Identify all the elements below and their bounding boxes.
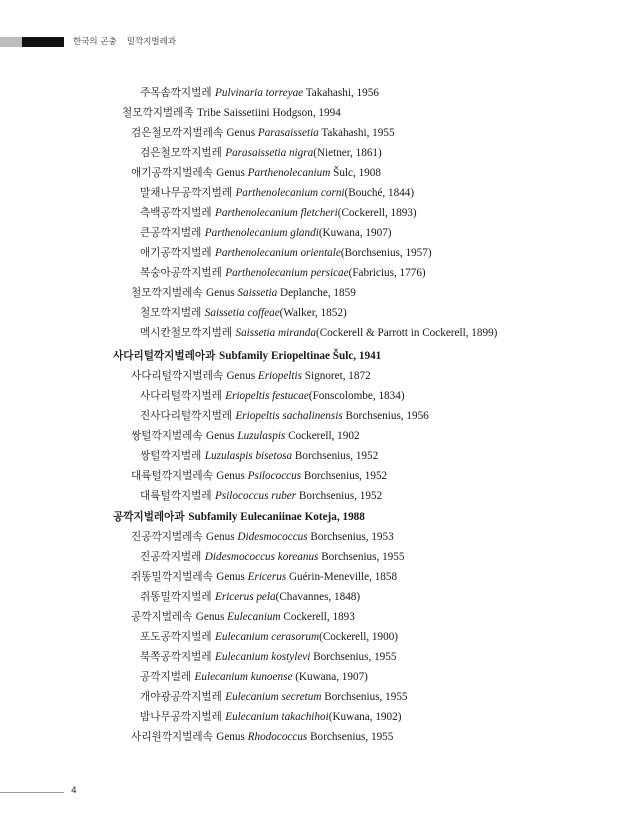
header-chapter-title: 밀깍지벌레과 <box>126 37 177 47</box>
taxon-line: 포도공깍지벌레 Eulecanium cerasorum(Cockerell, 1900) <box>140 631 399 643</box>
header-book-title: 한국의 곤충 <box>73 37 117 47</box>
taxon-line: 쥐똥밀깍지벌레속 Genus Ericerus Guérin-Meneville, 1858 <box>131 571 398 583</box>
taxon-line: 대륙털깍지벌레 Psilococcus ruber Borchsenius, 1952 <box>140 490 383 502</box>
taxon-line: 사리원깍지벌레속 Genus Rhodococcus Borchsenius, 1955 <box>131 731 394 743</box>
taxon-line: 밤나무공깍지벌레 Eulecanium takachihoi(Kuwana, 1902) <box>140 711 402 723</box>
running-header <box>73 35 176 47</box>
taxon-line: 철모깍지벌레족 Tribe Saissetiini Hodgson, 1994 <box>122 107 341 119</box>
taxon-line: 큰공깍지벌레 Parthenolecanium glandi(Kuwana, 1907) <box>140 227 392 239</box>
taxon-line: 진공깍지벌레속 Genus Didesmococcus Borchsenius, 1953 <box>131 531 394 543</box>
taxon-line: 애기공깍지벌레 Parthenolecanium orientale(Borchsenius, 1957) <box>140 247 432 259</box>
taxon-line: 검은철모깍지벌레 Parasaissetia nigra(Nietner, 1861) <box>140 147 382 159</box>
footer-rule <box>0 792 64 793</box>
subfamily-heading: 사다리털깍지벌레아과 Subfamily Eriopeltinae Šulc, 1941 <box>113 350 382 362</box>
taxon-line: 쥐똥밀깍지벌레 Ericerus pela(Chavannes, 1848) <box>140 591 361 603</box>
taxon-line: 개야광공깍지벌레 Eulecanium secretum Borchsenius, 1955 <box>140 691 408 703</box>
taxon-line: 공깍지벌레 Eulecanium kunoense (Kuwana, 1907) <box>140 671 368 683</box>
taxon-line: 주목솜깍지벌레 Pulvinaria torreyae Takahashi, 1956 <box>140 87 379 99</box>
taxon-line: 진공깍지벌레 Didesmococcus koreanus Borchsenius, 1955 <box>140 551 405 563</box>
taxon-line: 공깍지벌레속 Genus Eulecanium Cockerell, 1893 <box>131 611 355 623</box>
header-black-bar <box>22 37 64 47</box>
taxon-line: 북쪽공깍지벌레 Eulecanium kostylevi Borchsenius, 1955 <box>140 651 397 663</box>
taxon-line: 말채나무공깍지벌레 Parthenolecanium corni(Bouché, 1844) <box>140 187 415 199</box>
subfamily-heading: 공깍지벌레아과 Subfamily Eulecaniinae Koteja, 1988 <box>113 511 365 523</box>
taxon-line: 쌍털깍지벌레 Luzulaspis bisetosa Borchsenius, 1952 <box>140 450 379 462</box>
taxon-line: 철모깍지벌레 Saissetia coffeae(Walker, 1852) <box>140 307 347 319</box>
taxon-line: 사다리털깍지벌레 Eriopeltis festucae(Fonscolombe, 1834) <box>140 390 405 402</box>
taxon-line: 쌍털깍지벌레속 Genus Luzulaspis Cockerell, 1902 <box>131 430 360 442</box>
taxon-line: 복숭아공깍지벌레 Parthenolecanium persicae(Fabricius, 1776) <box>140 267 426 279</box>
taxon-line: 검은철모깍지벌레속 Genus Parasaissetia Takahashi, 1955 <box>131 127 395 139</box>
taxon-line: 사다리털깍지벌레속 Genus Eriopeltis Signoret, 1872 <box>131 370 371 382</box>
taxon-line: 애기공깍지벌레속 Genus Parthenolecanium Šulc, 1908 <box>131 167 381 179</box>
taxon-line: 철모깍지벌레속 Genus Saissetia Deplanche, 1859 <box>131 287 356 299</box>
taxon-line: 멕시칸철모깍지벌레 Saissetia miranda(Cockerell & Parrott in Cockerell, 1899) <box>140 327 498 339</box>
header-gray-bar <box>0 37 22 47</box>
taxon-line: 측백공깍지벌레 Parthenolecanium fletcheri(Cockerell, 1893) <box>140 207 417 219</box>
taxon-line: 대륙털깍지벌레속 Genus Psilococcus Borchsenius, 1952 <box>131 470 388 482</box>
page-number: 4 <box>71 786 77 796</box>
taxon-line: 진사다리털깍지벌레 Eriopeltis sachalinensis Borchsenius, 1956 <box>140 410 429 422</box>
